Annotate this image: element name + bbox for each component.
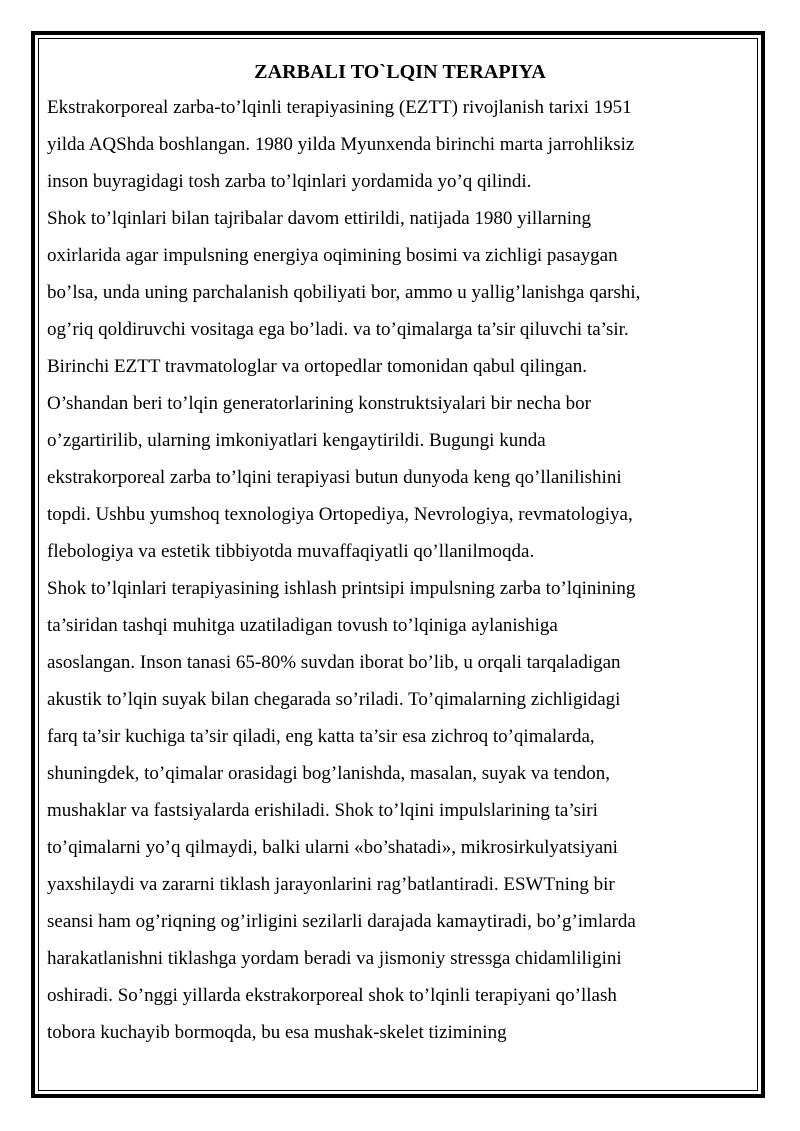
text-line: to’qimalarni yo’q qilmaydi, balki ularni «bo’shatadi», mikrosirkulyatsiyani <box>47 837 618 858</box>
text-line: topdi. Ushbu yumshoq texnologiya Ortopediya, Nevrologiya, revmatologiya, <box>47 504 633 525</box>
text-line: ekstrakorporeal zarba to’lqini terapiyasi butun dunyoda keng qo’llanilishini <box>47 467 622 488</box>
document-body <box>47 55 753 1051</box>
text-line: seansi ham og’riqning og’irligini sezilarli darajada kamaytiradi, bo’g’imlarda <box>47 911 636 932</box>
text-line: Shok to’lqinlari bilan tajribalar davom ettirildi, natijada 1980 yillarning <box>47 208 592 229</box>
text-line: farq ta’sir kuchiga ta’sir qiladi, eng katta ta’sir esa zichroq to’qimalarda, <box>47 726 595 747</box>
text-line: og’riq qoldiruvchi vositaga ega bo’ladi. va to’qimalarga ta’sir qiluvchi ta’sir. <box>47 319 629 340</box>
text-line: harakatlanishni tiklashga yordam beradi va jismoniy stressga chidamliligini <box>47 948 622 969</box>
text-line: yaxshilaydi va zararni tiklash jarayonlarini rag’batlantiradi. ESWTning bir <box>47 874 615 895</box>
text-line: flebologiya va estetik tibbiyotda muvaffaqiyatli qo’llanilmoqda. <box>47 541 535 562</box>
text-line: oshiradi. So’nggi yillarda ekstrakorporeal shok to’lqinli terapiyani qo’llash <box>47 985 617 1006</box>
text-line: Ekstrakorporeal zarba-to’lqinli terapiyasining (EZTT) rivojlanish tarixi 1951 <box>47 97 632 118</box>
paragraph-experiments <box>47 200 753 570</box>
text-line: ta’siridan tashqi muhitga uzatiladigan tovush to’lqiniga aylanishiga <box>47 615 558 636</box>
text-line: shuningdek, to’qimalar orasidagi bog’lanishda, masalan, suyak va tendon, <box>47 763 611 784</box>
text-line: yilda AQShda boshlangan. 1980 yilda Myunxenda birinchi marta jarrohliksiz <box>47 134 635 155</box>
text-line: akustik to’lqin suyak bilan chegarada so’riladi. To’qimalarning zichligidagi <box>47 689 621 710</box>
text-line: oxirlarida agar impulsning energiya oqimining bosimi va zichligi pasaygan <box>47 245 618 266</box>
text-line: mushaklar va fastsiyalarda erishiladi. Shok to’lqini impulslarining ta’siri <box>47 800 598 821</box>
text-line: O’shandan beri to’lqin generatorlarining konstruktsiyalari bir necha bor <box>47 393 591 414</box>
paragraph-history <box>47 89 753 200</box>
text-line: tobora kuchayib bormoqda, bu esa mushak-skelet tizimining <box>47 1022 507 1043</box>
text-line: Shok to’lqinlari terapiyasining ishlash printsipi impulsning zarba to’lqinining <box>47 578 636 599</box>
text-line: asoslangan. Inson tanasi 65-80% suvdan iborat bo’lib, u orqali tarqaladigan <box>47 652 621 673</box>
paragraph-principle <box>47 570 753 1051</box>
document-title: ZARBALI TO`LQIN TERAPIYA <box>254 61 546 83</box>
text-line: bo’lsa, unda uning parchalanish qobiliyati bor, ammo u yallig’lanishga qarshi, <box>47 282 641 303</box>
text-line: inson buyragidagi tosh zarba to’lqinlari yordamida yo’q qilindi. <box>47 171 532 192</box>
text-line: Birinchi EZTT travmatologlar va ortopedlar tomonidan qabul qilingan. <box>47 356 587 377</box>
text-line: o’zgartirilib, ularning imkoniyatlari kengaytirildi. Bugungi kunda <box>47 430 546 451</box>
